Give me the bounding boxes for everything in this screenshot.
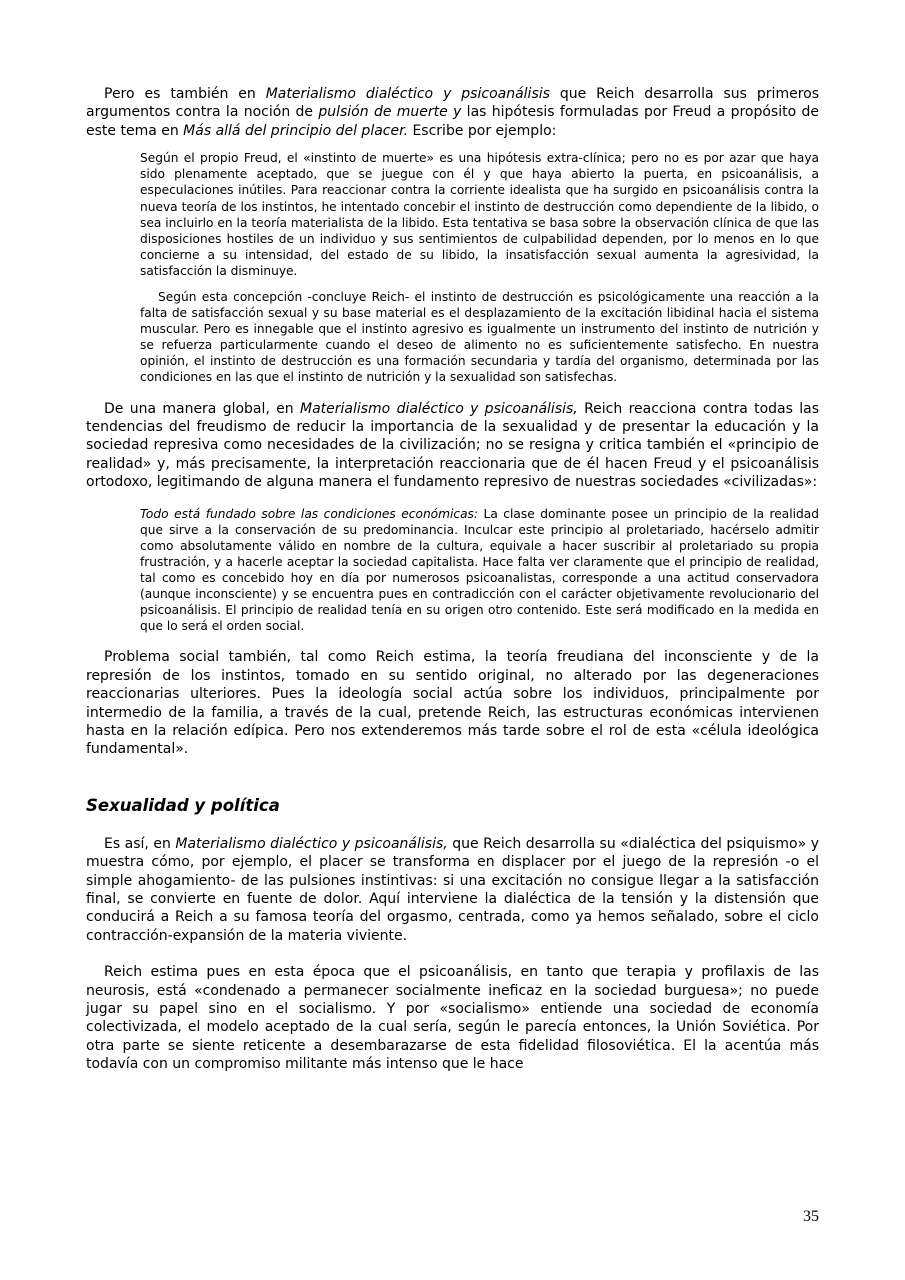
text-run: Es así, en xyxy=(104,835,176,852)
block-quote-1: Según el propio Freud, el «instinto de muerte» es una hipótesis extra-clínica; pero no es por azar que haya sido plenamente aceptado, que se juegue con él y que haya abierto la puerta, en psicoanálisis, a especulaciones inútiles. Para reaccionar contra la corriente idealista que ha surgido en psicoanálisis contra la nueva teoría de los instintos, he intentado concebir el instinto de destrucción como dependiente de la libido, o sea incluirlo en la teoría materialista de la libido. Esta tentativa se basa sobre la observación clínica de que las disposiciones hostiles de un individuo y sus sentimientos de culpabilidad dependen, por lo menos en lo que concierne a su intensidad, del estado de su libido, la insatisfacción sexual aumenta la agresividad, la satisfacción la disminuye. xyxy=(140,151,819,278)
text-run: La clase dominante posee un principio de la realidad que sirve a la conservación de su predominancia. Inculcar este principio al proletariado, hacérselo admitir como absolutamente válido en nombre de la cultura, equivale a hacer suscribir al proletariado su propia frustración, y a hacerle aceptar la sociedad capitalista. Hace falta ver claramente que el principio de realidad, tal como es concebido hoy en día por numerosos psicoanalistas, corresponde a una actitud conservadora (aunque inconsciente) y se encuentra pues en contradicción con el carácter objetivamente revolucionario del psicoanálisis. El principio de realidad tenía en su origen otro contenido. Este será modificado en la medida en que lo será el orden social. xyxy=(140,506,819,634)
text-run: Escribe por ejemplo: xyxy=(408,122,557,139)
italic-term: pulsión de muerte y xyxy=(318,104,462,121)
italic-title: Más allá del principio del placer. xyxy=(183,122,409,139)
text-run: Reich reacciona contra todas las tendencias del freudismo de reducir la importancia de la sexualidad y de presentar la educación y la sociedad represiva como necesidades de la civilización; no se resigna y critica también el «principio de realidad» y, más precisamente, la interpretación reaccionaria que de él hacen Freud y el psicoanálisis ortodoxo, legitimando de alguna manera el fundamento represivo de nuestras sociedades «civilizadas»: xyxy=(86,400,820,491)
document-page xyxy=(86,85,819,1074)
paragraph-2 xyxy=(86,400,819,492)
paragraph-3: Problema social también, tal como Reich estima, la teoría freudiana del inconsciente y de la represión de los instintos, tomado en su sentido original, no alterado por las degeneraciones reaccionarias ulteriores. Pues la ideología social actúa sobre los individuos, principalmente por intermedio de la familia, a través de la cual, pretende Reich, las estructuras económicas intervienen hasta en la relación edípica. Pero nos extenderemos más tarde sobre el rol de esta «célula ideológica fundamental». xyxy=(86,649,819,758)
text-run: De una manera global, en xyxy=(104,400,300,417)
italic-title: Materialismo dialéctico y psicoanálisis, xyxy=(299,400,578,417)
italic-title: Materialismo dialéctico y psicoanálisis xyxy=(265,86,550,102)
paragraph-5: Reich estima pues en esta época que el psicoanálisis, en tanto que terapia y profilaxis de las neurosis, está «condenado a permanecer socialmente ineficaz en la sociedad burguesa»; no puede jugar su papel sino en el socialismo. Y por «socialismo» entiende una sociedad de economía colectivizada, el modelo aceptado de la cual sería, según le parecía entonces, la Unión Soviética. Por otra parte se siente reticente a desembarazarse de esta fidelidad filosoviética. El la acentúa más todavía con un compromiso militante más intenso que le hace xyxy=(86,964,819,1073)
text-run: que Reich desarrolla su «dialéctica del psiquismo» y muestra cómo, por ejemplo, el placer se transforma en displacer por el juego de la represión -o el simple ahogamiento- de las pulsiones instintivas: si una excitación no consigue llegar a la satisfacción final, se convierte en fuente de dolor. Aquí interviene la dialéctica de la tensión y la distensión que conducirá a Reich a su famosa teoría del orgasmo, centrada, como ya hemos señalado, sobre el ciclo contracción-expansión de la materia viviente. xyxy=(86,835,819,944)
text-run: las hipótesis formuladas por Freud a propósito de este tema en xyxy=(86,104,819,139)
italic-title: Materialismo dialéctico y psicoanálisis, xyxy=(175,835,448,852)
page-number: 35 xyxy=(803,1208,819,1225)
block-quote-2: Según esta concepción -concluye Reich- el instinto de destrucción es psicológicamente una reacción a la falta de satisfacción sexual y su base material es el desplazamiento de la excitación libidinal hacia el sistema muscular. Pero es innegable que el instinto agresivo es igualmente un instrumento del instinto de nutrición y se refuerza particularmente cuando el deseo de alimento no es suficientemente satisfecho. En nuestra opinión, el instinto de destrucción es una formación secundaria y tardía del organismo, determinada por las condiciones en las que el instinto de nutrición y la sexualidad son satisfechas. xyxy=(140,289,819,385)
italic-lead: Todo está fundado sobre las condiciones económicas: xyxy=(140,506,479,521)
block-quote-3 xyxy=(140,506,819,635)
section-heading: Sexualidad y política xyxy=(86,795,280,815)
text-run: Pero es también en xyxy=(104,86,266,102)
paragraph-4 xyxy=(86,835,819,945)
text-run: que Reich desarrolla sus primeros argumentos contra la noción de xyxy=(86,86,819,121)
paragraph-1 xyxy=(86,85,819,140)
